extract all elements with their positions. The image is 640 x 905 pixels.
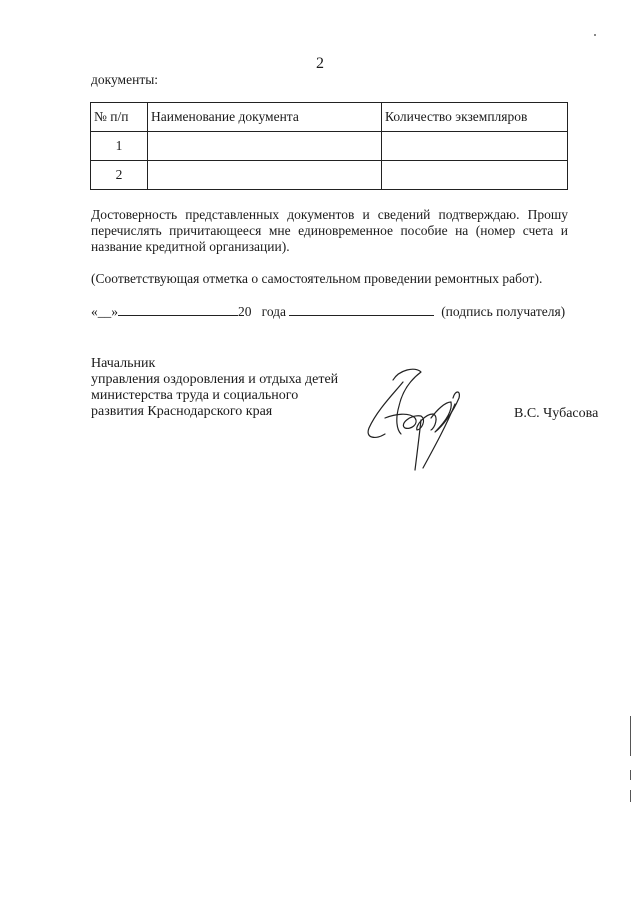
documents-table xyxy=(90,102,568,190)
date-signature-line xyxy=(91,303,565,320)
intro-text: документы: xyxy=(91,72,159,87)
handwritten-signature xyxy=(355,358,485,473)
confirmation-paragraph: Достоверность представленных документов и сведений подтверждаю. Прошу перечислять причитающееся мне единовременное пособие на (номер счета и название кредитной организации). xyxy=(91,207,568,254)
row-copies-count xyxy=(382,161,568,190)
signatory-title-line: Начальник xyxy=(91,356,156,371)
signatory-title-line: управления оздоровления и отдыха детей xyxy=(91,372,339,387)
scan-artifact xyxy=(594,34,596,36)
signature-hint: (подпись получателя) xyxy=(441,304,566,319)
table-row xyxy=(91,161,568,190)
signatory-title-line: министерства труда и социального xyxy=(91,388,299,403)
date-day-field: «__» xyxy=(91,304,118,319)
table-row xyxy=(91,132,568,161)
signatory-title xyxy=(91,356,338,420)
page-number: 2 xyxy=(316,55,324,72)
signatory-title-line: развития Краснодарского края xyxy=(91,404,273,419)
repair-note-paragraph: (Соответствующая отметка о самостоятельном проведении ремонтных работ). xyxy=(91,271,543,286)
scan-artifact xyxy=(630,790,631,802)
header-number: № п/п xyxy=(91,103,148,132)
header-document-name: Наименование документа xyxy=(148,103,382,132)
row-document-name xyxy=(148,161,382,190)
header-copies-count: Количество экземпляров xyxy=(382,103,568,132)
date-year-prefix: 20 xyxy=(238,304,252,319)
scan-artifact xyxy=(630,716,631,756)
signatory-name: В.С. Чубасова xyxy=(514,406,599,421)
date-year-word: года xyxy=(261,304,287,319)
date-month-blank xyxy=(118,303,238,316)
row-document-name xyxy=(148,132,382,161)
signature-blank xyxy=(289,303,434,316)
scan-artifact xyxy=(630,770,631,780)
row-number: 2 xyxy=(91,161,148,190)
row-number: 1 xyxy=(91,132,148,161)
row-copies-count xyxy=(382,132,568,161)
table-header-row xyxy=(91,103,568,132)
